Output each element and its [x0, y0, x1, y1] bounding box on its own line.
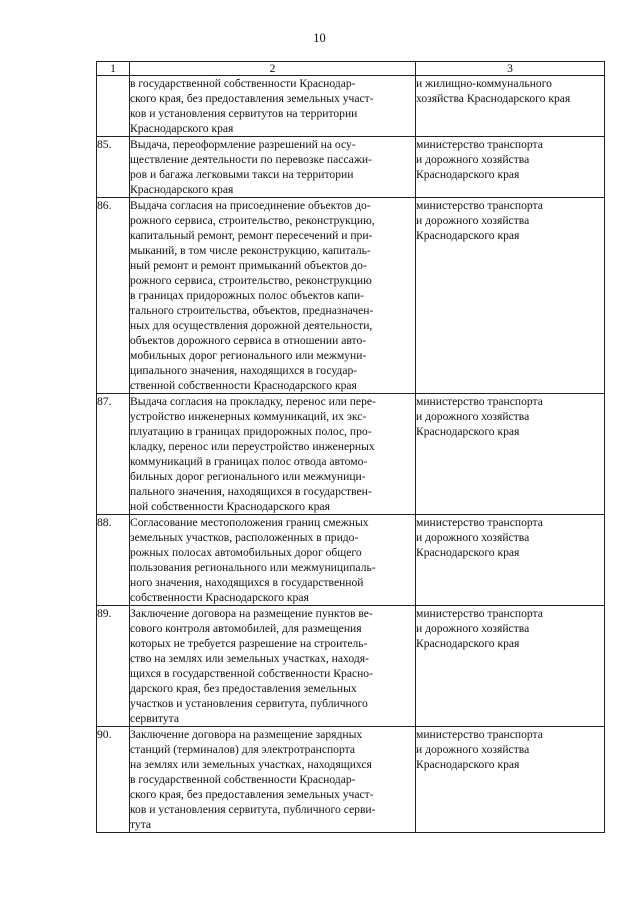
- column-header-3: 3: [416, 62, 605, 76]
- services-table: [96, 61, 605, 833]
- service-description-line: ков и установления сервитута, публичного серви-: [130, 803, 376, 816]
- row-number: 88.: [97, 515, 130, 606]
- service-description-line: которых не требуется разрешение на строитель-: [130, 637, 368, 650]
- service-description-line: тального строительства, объектов, предназначен-: [130, 304, 374, 317]
- service-description-line: ского края, без предоставления земельных участ-: [130, 788, 374, 801]
- service-description: [130, 606, 416, 727]
- service-description-line: участков и установления сервитута, публичного: [130, 697, 368, 710]
- responsible-authority-line: министерство транспорта: [416, 138, 543, 151]
- responsible-authority-line: и жилищно-коммунального: [416, 77, 552, 90]
- service-description-line: ной собственности Краснодарского края: [130, 500, 330, 513]
- service-description-line: ского края, без предоставления земельных участ-: [130, 92, 374, 105]
- table-header: [97, 62, 605, 76]
- row-number: 86.: [97, 198, 130, 394]
- service-description-line: в государственной собственности Краснодар-: [130, 773, 356, 786]
- service-description-line: мобильных дорог регионального или межмуни-: [130, 349, 367, 362]
- responsible-authority-line: и дорожного хозяйства: [416, 410, 530, 423]
- table-row: [97, 727, 605, 833]
- service-description-line: станций (терминалов) для электротранспорта: [130, 743, 355, 756]
- responsible-authority: [416, 137, 605, 198]
- row-number: [97, 76, 130, 137]
- row-number: 90.: [97, 727, 130, 833]
- table-row: [97, 606, 605, 727]
- row-number: 87.: [97, 394, 130, 515]
- service-description: [130, 137, 416, 198]
- row-number: 89.: [97, 606, 130, 727]
- service-description: [130, 198, 416, 394]
- service-description-line: Краснодарского края: [130, 183, 234, 196]
- service-description-line: дарского края, без предоставления земельных: [130, 682, 357, 695]
- responsible-authority-line: министерство транспорта: [416, 199, 543, 212]
- column-header-2: 2: [130, 62, 416, 76]
- responsible-authority: [416, 76, 605, 137]
- service-description-line: устройство инженерных коммуникаций, их экс-: [130, 410, 367, 423]
- service-description-line: бильных дорог регионального или межмуници-: [130, 470, 366, 483]
- row-number: 85.: [97, 137, 130, 198]
- responsible-authority-line: Краснодарского края: [416, 229, 520, 242]
- service-description-line: пользования регионального или межмуниципаль-: [130, 561, 376, 574]
- service-description-line: Выдача, переоформление разрешений на осу-: [130, 138, 356, 151]
- service-description-line: в государственной собственности Краснодар-: [130, 77, 356, 90]
- service-description-line: Согласование местоположения границ смежных: [130, 516, 369, 529]
- service-description-line: ципального значения, находящихся в государ-: [130, 364, 358, 377]
- responsible-authority-line: хозяйства Краснодарского края: [416, 92, 571, 105]
- service-description-line: пального значения, находящихся в государствен-: [130, 485, 372, 498]
- service-description-line: сового контроля автомобилей, для размещения: [130, 622, 362, 635]
- responsible-authority-line: министерство транспорта: [416, 607, 543, 620]
- service-description-line: кладку, перенос или переустройство инженерных: [130, 440, 375, 453]
- service-description-line: Выдача согласия на присоединение объектов до-: [130, 199, 371, 212]
- table-row: [97, 515, 605, 606]
- service-description-line: объектов дорожного сервиса в отношении авто-: [130, 334, 367, 347]
- responsible-authority: [416, 727, 605, 833]
- service-description: [130, 76, 416, 137]
- responsible-authority-line: и дорожного хозяйства: [416, 153, 530, 166]
- service-description-line: коммуникаций в границах полос отвода автомо-: [130, 455, 368, 468]
- service-description-line: капитальный ремонт, ремонт пересечений и при-: [130, 229, 373, 242]
- service-description-line: щихся в государственной собственности Красно-: [130, 667, 373, 680]
- service-description-line: Заключение договора на размещение зарядных: [130, 728, 363, 741]
- responsible-authority-line: министерство транспорта: [416, 728, 543, 741]
- table-row: [97, 137, 605, 198]
- service-description-line: земельных участков, расположенных в придо-: [130, 531, 359, 544]
- page-number: 10: [313, 31, 326, 45]
- responsible-authority: [416, 394, 605, 515]
- service-description-line: сервитута: [130, 712, 179, 725]
- service-description-line: тута: [130, 818, 152, 831]
- service-description-line: плуатацию в границах придорожных полос, про-: [130, 425, 372, 438]
- responsible-authority-line: и дорожного хозяйства: [416, 622, 530, 635]
- responsible-authority-line: Краснодарского края: [416, 546, 520, 559]
- service-description-line: ных для осуществления дорожной деятельности,: [130, 319, 373, 332]
- responsible-authority-line: и дорожного хозяйства: [416, 531, 530, 544]
- responsible-authority-line: министерство транспорта: [416, 516, 543, 529]
- responsible-authority-line: и дорожного хозяйства: [416, 743, 530, 756]
- service-description-line: рожного сервиса, строительство, реконструкцию,: [130, 214, 375, 227]
- responsible-authority: [416, 198, 605, 394]
- service-description-line: ров и багажа легковыми такси на территории: [130, 168, 354, 181]
- service-description-line: рожных полосах автомобильных дорог общего: [130, 546, 362, 559]
- responsible-authority: [416, 515, 605, 606]
- service-description-line: на землях или земельных участках, находящихся: [130, 758, 372, 771]
- service-description: [130, 515, 416, 606]
- service-description-line: ный ремонт и ремонт примыканий объектов до-: [130, 259, 367, 272]
- service-description: [130, 394, 416, 515]
- service-description-line: ство на землях или земельных участках, находя-: [130, 652, 369, 665]
- service-description-line: мыканий, в том числе реконструкцию, капиталь-: [130, 244, 371, 257]
- table-body: [97, 76, 605, 833]
- table-row: [97, 394, 605, 515]
- service-description-line: ков и установления сервитутов на территории: [130, 107, 358, 120]
- responsible-authority-line: Краснодарского края: [416, 425, 520, 438]
- responsible-authority-line: Краснодарского края: [416, 637, 520, 650]
- service-description-line: рожного сервиса, строительство, реконструкцию: [130, 274, 372, 287]
- table-row: [97, 198, 605, 394]
- responsible-authority-line: Краснодарского края: [416, 168, 520, 181]
- service-description-line: ществление деятельности по перевозке пассажи-: [130, 153, 372, 166]
- service-description-line: Заключение договора на размещение пунктов ве-: [130, 607, 373, 620]
- service-description-line: в границах придорожных полос объектов капи-: [130, 289, 365, 302]
- responsible-authority-line: и дорожного хозяйства: [416, 214, 530, 227]
- service-description: [130, 727, 416, 833]
- service-description-line: ного значения, находящихся в государственной: [130, 576, 364, 589]
- table-row: [97, 76, 605, 137]
- column-header-1: 1: [97, 62, 130, 76]
- responsible-authority: [416, 606, 605, 727]
- responsible-authority-line: министерство транспорта: [416, 395, 543, 408]
- service-description-line: ственной собственности Краснодарского края: [130, 379, 357, 392]
- service-description-line: Выдача согласия на прокладку, перенос или пере-: [130, 395, 376, 408]
- service-description-line: собственности Краснодарского края: [130, 591, 309, 604]
- service-description-line: Краснодарского края: [130, 122, 234, 135]
- responsible-authority-line: Краснодарского края: [416, 758, 520, 771]
